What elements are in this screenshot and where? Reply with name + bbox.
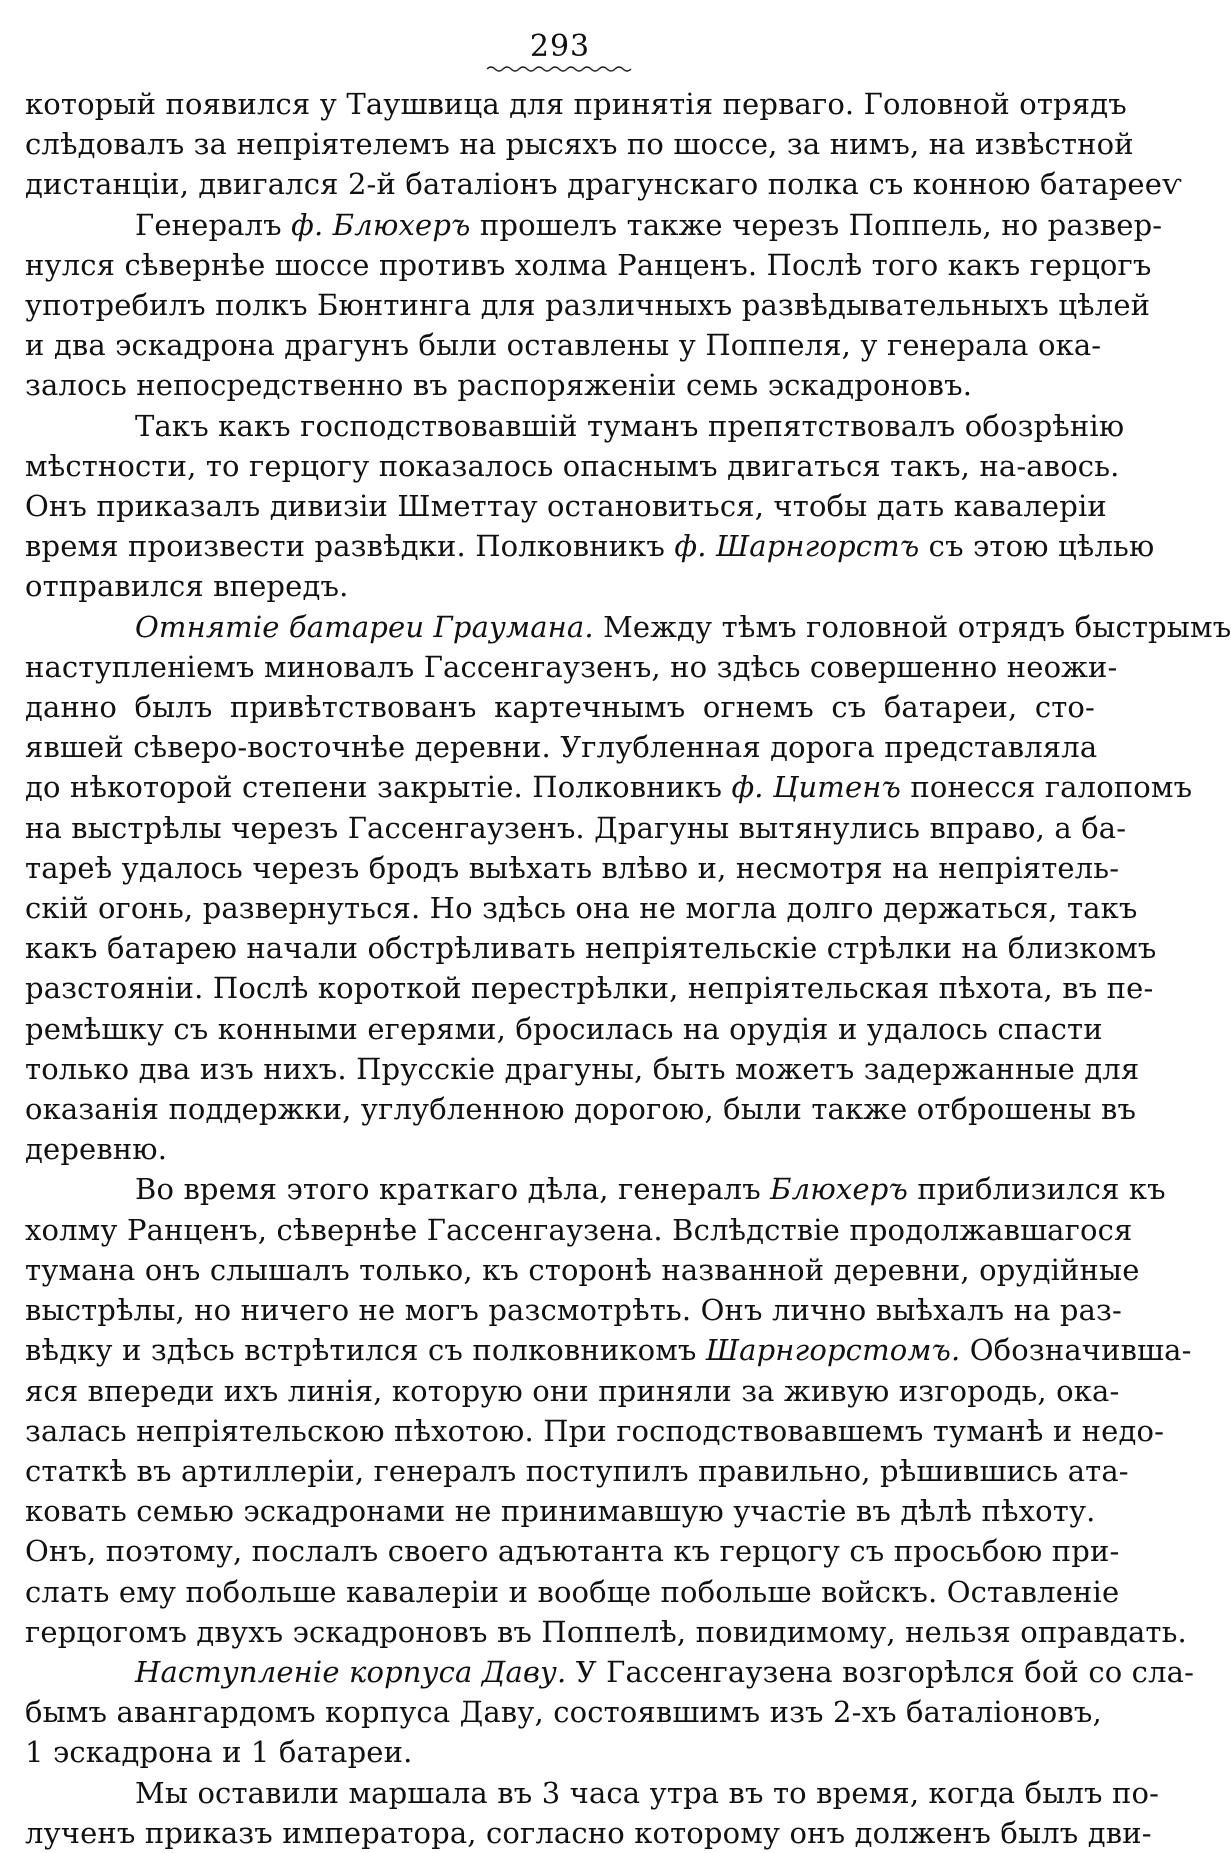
italic-run: Блюхеръ [770,1172,908,1207]
text-line [25,1089,1137,1129]
paragraph [25,1773,1160,1853]
text-line [25,285,1151,325]
text-line [25,1652,1195,1692]
paragraph [25,1169,1192,1651]
text-run: Между тѣмъ головной отрядъ быстрымъ [593,609,1231,644]
text-line [25,124,1134,164]
text-run: У Гассенгаузена возгорѣлся бой со сла- [566,1654,1195,1689]
text-run: прошелъ также черезъ Поппель, но развер- [470,207,1163,242]
text-line [25,446,1120,486]
text-line [25,1290,1122,1330]
text-run: Онъ, поэтому, послалъ своего адъютанта къ герцогу съ просьбою при- [25,1534,1120,1569]
text-run: герцогомъ двухъ эскадроновъ въ Поппелѣ, повидимому, нельзя оправдать. [25,1614,1187,1649]
text-line [25,1491,1095,1531]
text-run: наступленіемъ миновалъ Гассенгаузенъ, но здѣсь совершенно неожи- [25,649,1118,684]
text-run: слать ему побольше кавалеріи и вообще побольше войскъ. Оставленіе [25,1574,1120,1609]
text-run: оказанія поддержки, углубленною дорогою, были также отброшены въ [25,1092,1137,1127]
text-line [25,1692,1102,1732]
text-line [25,325,1102,365]
italic-run: Отнятіе батареи Граумана. [135,609,594,644]
italic-run: Шарнгорстомъ. [705,1333,961,1368]
text-run: понесся галопомъ [901,770,1193,805]
paragraph [25,84,1182,205]
text-run: только два изъ нихъ. Прусскіе драгуны, быть можетъ задержанные для [25,1051,1140,1086]
text-line [25,1411,1165,1451]
text-run: тареѣ удалось черезъ бродъ выѣхать влѣво и, несмотря на непріятель- [25,850,1120,885]
text-run: приблизился къ [907,1172,1166,1207]
text-run: мѣстности, то герцогу показалось опаснымъ двигаться такъ, на-авось. [25,448,1120,483]
paragraph [25,406,1155,607]
text-run: вѣдку и здѣсь встрѣтился съ полковникомъ [25,1333,706,1368]
text-line [25,1129,1095,1169]
text-line [25,647,1118,687]
italic-run: ф. Цитенъ [731,770,901,805]
book-page [25,29,1231,1853]
text-line [25,1250,1140,1290]
text-run: холму Ранценъ, сѣвернѣе Гассенгаузена. Вслѣдствіе продолжавшагося [25,1212,1133,1247]
text-body [25,84,1231,1853]
text-run: употребилъ полкъ Бюнтинга для различныхъ развѣдывательныхъ цѣлей [25,288,1151,323]
text-run: скій огонь, развернуться. Но здѣсь она не могла долго держаться, такъ [25,891,1138,926]
text-run: Онъ приказалъ дивизіи Шметтау остановиться, чтобы дать кавалеріи [25,489,1107,524]
text-line [25,968,1154,1008]
text-run: дистанціи, двигался 2-й баталіонъ драгунскаго полка съ конною батарееѵ [25,167,1182,202]
text-line [25,1773,1160,1813]
text-line [25,84,1127,124]
text-line [25,526,1155,566]
text-run: слѣдовалъ за непріятелемъ на рысяхъ по шоссе, за нимъ, на извѣстной [25,127,1134,162]
wavy-rule-ornament [485,64,635,74]
text-line [25,486,1107,526]
text-line [25,164,1182,204]
text-run: который появился у Таушвица для принятія перваго. Головной отрядъ [25,87,1127,121]
text-line [25,727,1098,767]
text-line [25,1009,1103,1049]
text-run: на выстрѣлы черезъ Гассенгаузенъ. Драгуны вытянулись вправо, а ба- [25,810,1127,845]
text-run: залась непріятельскою пѣхотою. При господствовавшемъ туманѣ и недо- [25,1413,1165,1448]
text-run: залось непосредственно въ распоряженіи семь эскадроновъ. [25,368,973,403]
text-line [25,1451,1129,1491]
page-number: 293 [529,29,591,64]
text-line [25,1049,1140,1089]
text-line [25,1531,1120,1571]
text-run: тумана онъ слышалъ только, къ сторонѣ названной деревни, орудійные [25,1252,1140,1287]
text-line [25,205,1163,245]
paragraph [25,205,1163,406]
text-run: ковать семью эскадронами не принимавшую участіе въ дѣлѣ пѣхоту. [25,1494,1096,1529]
text-line [25,245,1152,285]
text-run: статкѣ въ артиллеріи, генералъ поступилъ правильно, рѣшившись ата- [25,1453,1129,1488]
text-line [25,767,1193,807]
text-line [25,1732,1095,1772]
text-line [25,406,1125,446]
text-line [25,365,1095,405]
italic-run: ф. Шарнгорстъ [674,529,920,564]
paragraph [25,1652,1195,1773]
text-line [25,1169,1166,1209]
text-line [25,1572,1120,1612]
text-line [25,808,1127,848]
text-run: и два эскадрона драгунъ были оставлены у Поппеля, у генерала ока- [25,328,1102,363]
text-run: какъ батарею начали обстрѣливать непріятельскіе стрѣлки на близкомъ [25,931,1157,966]
text-line [25,1210,1133,1250]
text-line [25,1813,1152,1853]
text-run: нулся сѣвернѣе шоссе противъ холма Ранценъ. Послѣ того какъ герцогъ [25,247,1152,282]
text-run: Мы оставили маршала въ 3 часа утра въ то время, когда былъ по- [135,1775,1160,1810]
text-line [25,607,1231,647]
text-run: бымъ авангардомъ корпуса Даву, состоявшимъ изъ 2-хъ баталіоновъ, [25,1695,1102,1730]
text-line [25,1612,1187,1652]
text-run: выстрѣлы, но ничего не могъ разсмотрѣть. Онъ лично выѣхалъ на раз- [25,1293,1122,1328]
text-run: 1 эскадрона и 1 батареи. [25,1735,413,1770]
text-run: до нѣкоторой степени закрытіе. Полковникъ [25,770,732,805]
text-line [25,1330,1192,1370]
text-run: Генералъ [135,207,292,242]
text-line [25,848,1120,888]
text-line [25,888,1138,928]
text-line [25,566,1095,606]
text-run: лученъ приказъ императора, согласно которому онъ долженъ былъ дви- [25,1815,1152,1850]
text-run: разстояніи. Послѣ короткой перестрѣлки, непріятельская пѣхота, въ пе- [25,971,1154,1006]
text-run: время произвести развѣдки. Полковникъ [25,529,675,564]
text-run: отправился впередъ. [25,569,349,604]
text-run: Во время этого краткаго дѣла, генералъ [135,1172,771,1207]
text-run: деревню. [25,1132,168,1167]
text-line [25,687,1095,727]
text-run: явшей сѣверо-восточнѣе деревни. Углубленная дорога представляла [25,730,1098,765]
italic-run: Наступленіе корпуса Даву. [135,1654,567,1689]
text-run: данно былъ привѣтствованъ картечнымъ огнемъ съ батареи, сто- [25,690,1095,725]
italic-run: ф. Блюхеръ [291,207,471,242]
text-run: яся впереди ихъ линія, которую они приняли за живую изгородь, ока- [25,1373,1120,1408]
paragraph [25,607,1231,1170]
text-run: Такъ какъ господствовавшій туманъ препятствовалъ обозрѣнію [135,408,1125,443]
text-run: Обозначивша- [960,1333,1192,1368]
text-run: ремѣшку съ конными егерями, бросилась на орудія и удалось спасти [25,1011,1103,1046]
text-line [25,1371,1120,1411]
text-line [25,928,1157,968]
text-run: съ этою цѣлью [919,529,1155,564]
